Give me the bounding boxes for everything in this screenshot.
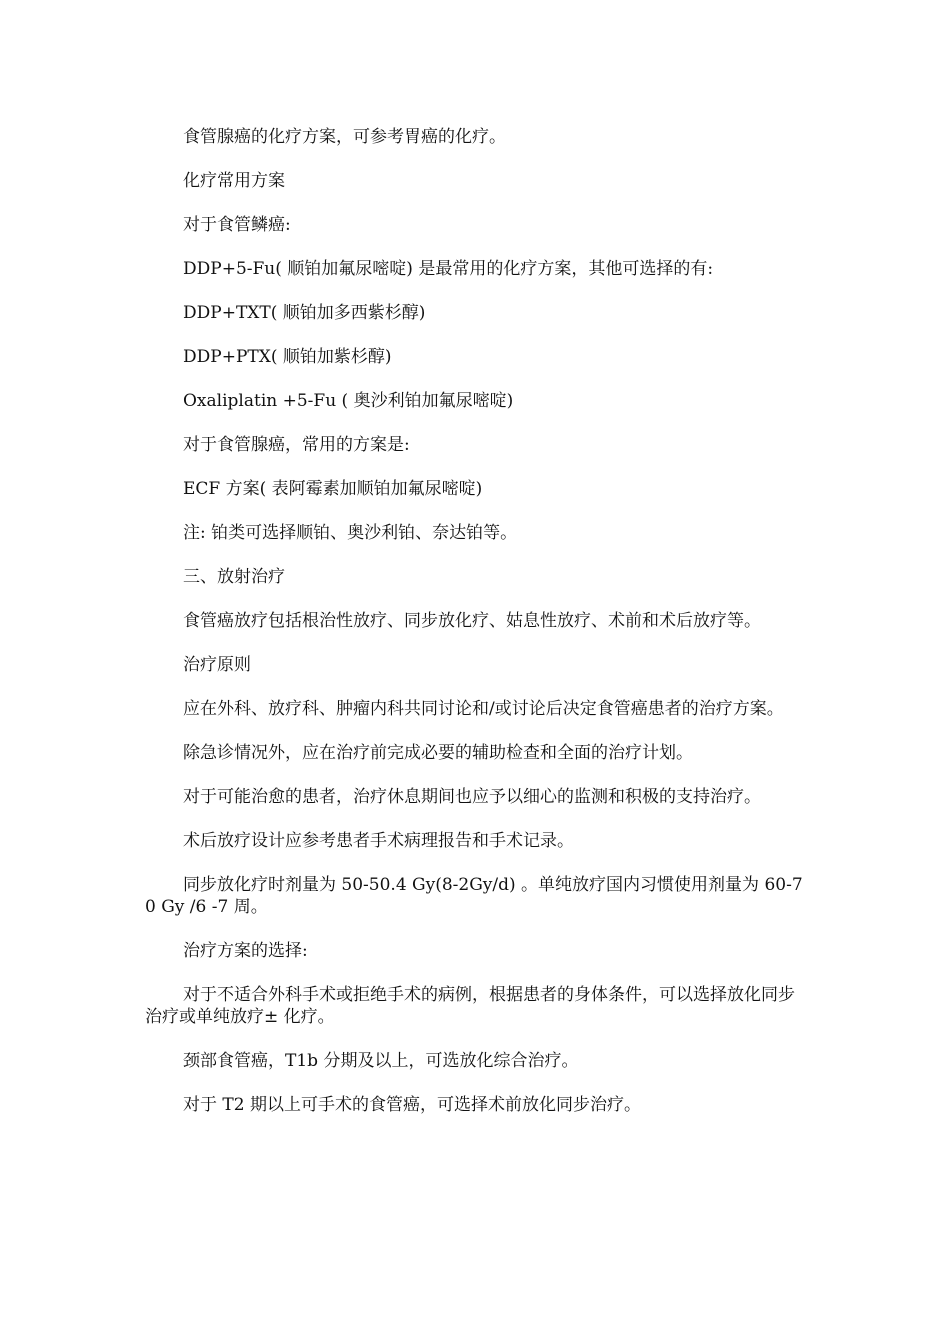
paragraph: DDP+5-Fu( 顺铂加氟尿嘧啶) 是最常用的化疗方案，其他可选择的有: <box>183 259 714 279</box>
note: 注: 铂类可选择顺铂、奥沙利铂、奈达铂等。 <box>183 523 518 543</box>
paragraph: 除急诊情况外，应在治疗前完成必要的辅助检查和全面的治疗计划。 <box>183 743 693 763</box>
section-heading: 三、放射治疗 <box>183 567 285 587</box>
paragraph: 对于可能治愈的患者，治疗休息期间也应予以细心的监测和积极的支持治疗。 <box>183 787 761 807</box>
paragraph: 对于食管鳞癌: <box>183 215 291 235</box>
list-item: DDP+TXT( 顺铂加多西紫杉醇) <box>183 303 426 323</box>
paragraph: 对于不适合外科手术或拒绝手术的病例，根据患者的身体条件，可以选择放化同步治疗或单纯放疗± 化疗。 <box>145 985 795 1027</box>
list-item: DDP+PTX( 顺铂加紫杉醇) <box>183 347 392 367</box>
paragraph: 对于食管腺癌，常用的方案是: <box>183 435 410 455</box>
paragraph: 同步放化疗时剂量为 50-50.4 Gy(8-2Gy/d) 。单纯放疗国内习惯使用剂量为 60-70 Gy /6 -7 周。 <box>145 875 803 917</box>
section-heading: 治疗方案的选择: <box>183 941 308 961</box>
paragraph: 食管腺癌的化疗方案，可参考胃癌的化疗。 <box>183 127 506 147</box>
paragraph: 食管癌放疗包括根治性放疗、同步放化疗、姑息性放疗、术前和术后放疗等。 <box>183 611 761 631</box>
document-body <box>145 126 810 1138</box>
list-item: Oxaliplatin +5-Fu ( 奥沙利铂加氟尿嘧啶) <box>183 391 514 411</box>
section-heading: 治疗原则 <box>183 655 251 675</box>
paragraph: 术后放疗设计应参考患者手术病理报告和手术记录。 <box>183 831 574 851</box>
paragraph: 应在外科、放疗科、肿瘤内科共同讨论和/或讨论后决定食管癌患者的治疗方案。 <box>183 699 784 719</box>
list-item: ECF 方案( 表阿霉素加顺铂加氟尿嘧啶) <box>183 479 483 499</box>
paragraph: 颈部食管癌，T1b 分期及以上，可选放化综合治疗。 <box>183 1051 579 1071</box>
paragraph: 对于 T2 期以上可手术的食管癌，可选择术前放化同步治疗。 <box>183 1095 641 1115</box>
section-heading: 化疗常用方案 <box>183 171 285 191</box>
